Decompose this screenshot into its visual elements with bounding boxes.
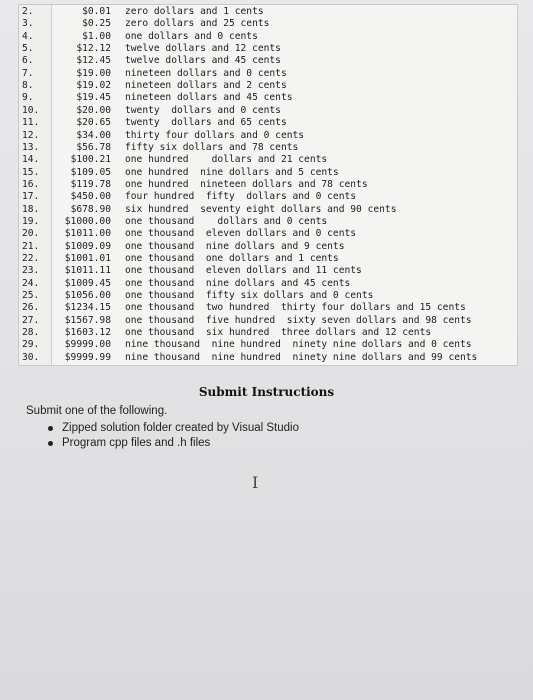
amount-in-words: one thousand eleven dollars and 0 cents [125, 228, 357, 240]
amount-value: $1001.01 [64, 253, 111, 264]
line-number: 6. [22, 55, 34, 67]
amount-in-words: fifty six dollars and 78 cents [125, 141, 299, 153]
amount-value: $19.02 [76, 80, 111, 92]
amount-in-words: one thousand fifty six dollars and 0 cents [125, 290, 374, 302]
amount-in-words: six hundred seventy eight dollars and 90 cents [125, 203, 397, 215]
amount-value: $20.00 [76, 104, 111, 116]
instructions-intro: Submit one of the following. [26, 405, 168, 417]
line-number: 17. [22, 191, 40, 203]
output-row [19, 92, 517, 104]
amount-in-words: one hundred dollars and 21 cents [125, 154, 328, 166]
amount-in-words: twenty dollars and 0 cents [125, 104, 281, 116]
output-row [19, 167, 517, 179]
amount-in-words: zero dollars and 1 cents [125, 6, 264, 17]
line-number: 27. [22, 314, 40, 326]
amount-value: $9999.99 [64, 351, 111, 363]
amount-value: $119.78 [70, 178, 111, 190]
amount-in-words: one thousand two hundred thirty four dollars and 15 cents [125, 302, 466, 314]
amount-value: $1603.12 [64, 327, 111, 339]
console-output-panel [18, 4, 518, 366]
line-number: 12. [22, 129, 40, 141]
line-number: 16. [22, 178, 40, 190]
amount-in-words: one hundred nineteen dollars and 78 cents [125, 178, 368, 190]
amount-in-words: one thousand dollars and 0 cents [125, 215, 328, 227]
bullet-text: Program cpp files and .h files [62, 437, 211, 449]
output-row [19, 241, 517, 253]
output-row [19, 80, 517, 92]
amount-value: $1567.98 [64, 314, 111, 326]
amount-in-words: one thousand six hundred three dollars and 12 cents [125, 327, 432, 339]
amount-value: $678.90 [70, 203, 111, 215]
line-number: 26. [22, 302, 40, 314]
line-number: 9. [22, 92, 34, 104]
amount-in-words: one thousand eleven dollars and 11 cents [125, 265, 362, 277]
output-row [19, 130, 517, 142]
amount-in-words: twelve dollars and 45 cents [125, 55, 281, 67]
amount-value: $1.00 [82, 30, 111, 42]
line-number: 20. [22, 228, 40, 240]
amount-in-words: twenty dollars and 65 cents [125, 117, 287, 129]
amount-in-words: nine thousand nine hundred ninety nine dollars and 0 cents [125, 339, 472, 351]
output-row [19, 315, 517, 327]
line-number: 2. [22, 6, 34, 17]
line-number: 18. [22, 203, 40, 215]
amount-value: $34.00 [76, 129, 111, 141]
line-number: 4. [22, 30, 34, 42]
text-cursor-icon: I [252, 473, 259, 492]
output-row [19, 290, 517, 302]
output-row [19, 339, 517, 351]
output-row [19, 302, 517, 314]
line-number: 30. [22, 351, 40, 363]
amount-value: $12.12 [76, 43, 111, 55]
output-row [19, 204, 517, 216]
amount-value: $0.01 [82, 6, 111, 17]
section-heading: Submit Instructions [198, 385, 335, 399]
line-number: 11. [22, 117, 40, 129]
line-number: 5. [22, 43, 34, 55]
amount-value: $1000.00 [64, 215, 111, 227]
output-row [19, 55, 517, 67]
output-row [19, 278, 517, 290]
line-number: 29. [22, 339, 40, 351]
amount-in-words: nine thousand nine hundred ninety nine dollars and 99 cents [125, 351, 478, 363]
output-row [19, 31, 517, 43]
bullet-text: Zipped solution folder created by Visual Studio [62, 422, 299, 434]
output-row [19, 6, 517, 18]
amount-value: $9999.00 [64, 339, 111, 351]
amount-in-words: nineteen dollars and 0 cents [125, 67, 287, 79]
amount-in-words: four hundred fifty dollars and 0 cents [125, 191, 357, 203]
amount-value: $0.25 [82, 18, 111, 30]
bullet-dot [48, 426, 53, 431]
amount-in-words: zero dollars and 25 cents [125, 18, 270, 30]
amount-value: $19.45 [76, 92, 111, 104]
line-number: 8. [22, 80, 34, 92]
output-row [19, 105, 517, 117]
amount-in-words: one dollars and 0 cents [125, 30, 258, 42]
line-number: 19. [22, 215, 40, 227]
amount-value: $1011.11 [64, 265, 111, 277]
line-number: 15. [22, 166, 40, 178]
amount-in-words: twelve dollars and 12 cents [125, 43, 281, 55]
output-row [19, 68, 517, 80]
line-number: 24. [22, 277, 40, 289]
amount-value: $100.21 [70, 154, 111, 166]
amount-in-words: one thousand nine dollars and 45 cents [125, 277, 351, 289]
output-row [19, 179, 517, 191]
amount-in-words: nineteen dollars and 2 cents [125, 80, 287, 92]
line-number: 14. [22, 154, 40, 166]
amount-value: $56.78 [76, 141, 111, 153]
amount-value: $1009.09 [64, 240, 111, 252]
output-row [19, 191, 517, 203]
output-row [19, 352, 517, 364]
amount-in-words: one thousand nine dollars and 9 cents [125, 240, 345, 252]
line-number: 7. [22, 67, 34, 79]
line-number: 23. [22, 265, 40, 277]
bullet-dot [48, 441, 53, 446]
output-row [19, 43, 517, 55]
line-number: 3. [22, 18, 34, 30]
output-row [19, 327, 517, 339]
amount-value: $109.05 [70, 166, 111, 178]
output-row [19, 253, 517, 265]
amount-in-words: nineteen dollars and 45 cents [125, 92, 293, 104]
amount-in-words: one hundred nine dollars and 5 cents [125, 166, 339, 178]
amount-value: $20.65 [76, 117, 111, 129]
amount-in-words: thirty four dollars and 0 cents [125, 129, 305, 141]
line-number: 22. [22, 253, 40, 264]
output-row [19, 265, 517, 277]
amount-value: $1056.00 [64, 290, 111, 302]
amount-in-words: one thousand five hundred sixty seven dollars and 98 cents [125, 314, 472, 326]
output-row [19, 154, 517, 166]
output-row [19, 117, 517, 129]
amount-value: $450.00 [70, 191, 111, 203]
output-row [19, 142, 517, 154]
line-number: 10. [22, 104, 40, 116]
line-number: 13. [22, 141, 40, 153]
output-row [19, 18, 517, 30]
amount-in-words: one thousand one dollars and 1 cents [125, 253, 339, 264]
amount-value: $1234.15 [64, 302, 111, 314]
amount-value: $19.00 [76, 67, 111, 79]
line-number: 25. [22, 290, 40, 302]
output-row [19, 216, 517, 228]
output-row [19, 228, 517, 240]
amount-value: $12.45 [76, 55, 111, 67]
line-number: 28. [22, 327, 40, 339]
line-number: 21. [22, 240, 40, 252]
amount-value: $1011.00 [64, 228, 111, 240]
amount-value: $1009.45 [64, 277, 111, 289]
